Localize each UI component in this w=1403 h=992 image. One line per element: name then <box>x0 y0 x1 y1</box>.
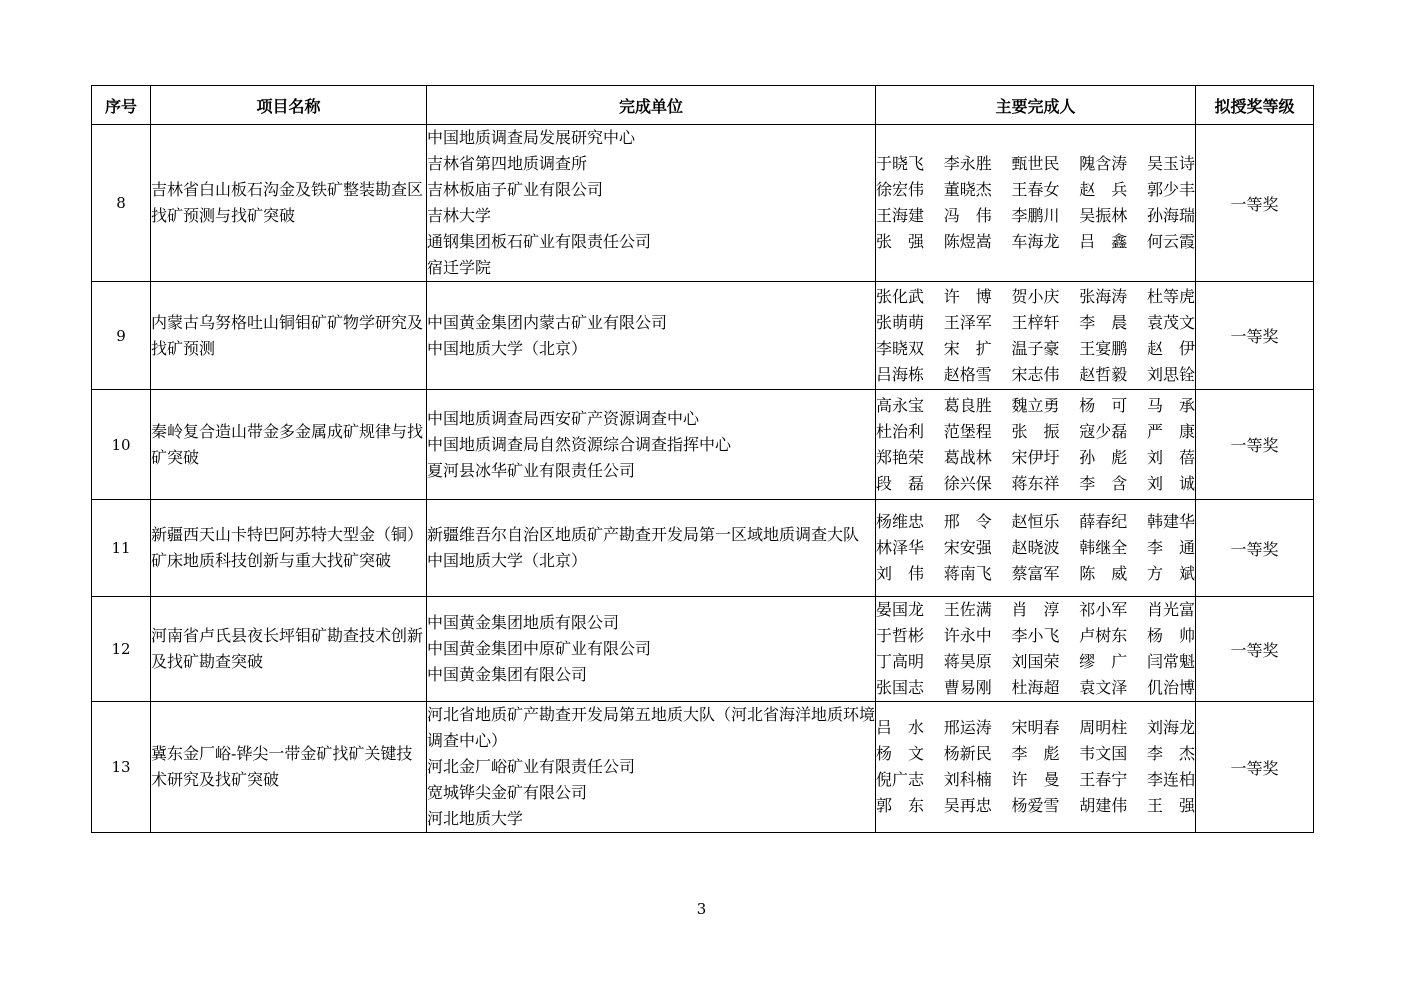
contributor-name: 张 振 <box>1011 421 1060 441</box>
contributor-name: 赵哲毅 <box>1079 364 1128 384</box>
contributor-name: 卢树东 <box>1079 626 1128 645</box>
contributor-name: 宋安强 <box>943 538 992 557</box>
table-row <box>92 702 1314 833</box>
contributor-name: 温子豪 <box>1011 338 1060 358</box>
contributor-name: 杜治利 <box>876 421 925 441</box>
main-contributors <box>876 702 1196 833</box>
unit-line: 中国地质调查局西安矿产资源调查中心 <box>427 408 700 428</box>
contributor-name: 许 曼 <box>1011 770 1060 789</box>
contributor-name: 邢运涛 <box>943 718 992 737</box>
contributor-line <box>876 229 1195 255</box>
unit-line: 河北金厂峪矿业有限责任公司 <box>427 757 636 776</box>
contributor-line <box>876 561 1195 587</box>
contributor-name: 李鹏川 <box>1011 206 1060 225</box>
unit-line: 河北省地质矿产勘查开发局第五地质大队（河北省海洋地质环境调查中心） <box>427 705 876 750</box>
award-level: 一等奖 <box>1196 125 1314 282</box>
contributor-name: 葛战林 <box>943 447 992 467</box>
award-level: 一等奖 <box>1196 390 1314 500</box>
contributor-name: 甄世民 <box>1011 154 1060 173</box>
contributor-name: 李小飞 <box>1011 626 1060 645</box>
contributor-name: 杨爱雪 <box>1011 796 1060 815</box>
contributor-name: 王泽军 <box>943 312 992 332</box>
contributor-name: 丁高明 <box>876 652 925 671</box>
contributor-name: 许永中 <box>943 626 992 645</box>
contributor-name: 薛春纪 <box>1079 512 1128 531</box>
main-contributors <box>876 125 1196 282</box>
contributor-name: 蒋东祥 <box>1011 473 1060 493</box>
contributor-line <box>876 767 1195 793</box>
contributor-line <box>876 623 1195 649</box>
contributor-name: 吕海栋 <box>876 364 925 384</box>
contributor-name: 王 强 <box>1146 796 1195 815</box>
contributor-name: 韩建华 <box>1146 512 1195 531</box>
project-name: 冀东金厂峪-铧尖一带金矿找矿关键技术研究及找矿突破 <box>151 702 427 833</box>
unit-line: 中国黄金集团有限公司 <box>427 665 588 684</box>
contributor-name: 仉治博 <box>1146 678 1195 697</box>
contributor-name: 蒋南飞 <box>943 564 992 583</box>
contributor-name: 赵 兵 <box>1079 180 1128 199</box>
main-contributors <box>876 390 1196 500</box>
contributor-name: 王宴鹏 <box>1079 338 1128 358</box>
contributor-name: 吴振林 <box>1079 206 1128 225</box>
table-row <box>92 390 1314 500</box>
completing-units <box>427 390 876 500</box>
contributor-line <box>876 509 1195 535</box>
contributor-name: 马 承 <box>1146 395 1195 415</box>
contributor-name: 刘科楠 <box>943 770 992 789</box>
row-number: 9 <box>92 282 151 390</box>
contributor-name: 宋明春 <box>1011 718 1060 737</box>
contributor-line <box>876 393 1195 419</box>
contributor-name: 杜海超 <box>1011 678 1060 697</box>
contributor-name: 冯 伟 <box>943 206 992 225</box>
contributor-name: 李 通 <box>1146 538 1195 557</box>
contributor-name: 于哲彬 <box>876 626 925 645</box>
contributor-name: 董晓杰 <box>943 180 992 199</box>
contributor-name: 贺小庆 <box>1011 286 1060 306</box>
unit-line: 中国地质大学（北京） <box>427 338 588 358</box>
contributor-name: 许 博 <box>943 286 992 306</box>
contributor-name: 王春宁 <box>1079 770 1128 789</box>
contributor-name: 寇少磊 <box>1079 421 1128 441</box>
header-row <box>92 86 1314 125</box>
unit-line: 中国黄金集团中原矿业有限公司 <box>427 639 652 658</box>
contributor-name: 倪广志 <box>876 770 925 789</box>
contributor-name: 蔡富军 <box>1011 564 1060 583</box>
contributor-name: 宋 扩 <box>943 338 992 358</box>
contributor-name: 吴玉诗 <box>1146 154 1195 173</box>
contributor-line <box>876 445 1195 471</box>
contributor-name: 闫常魁 <box>1146 652 1195 671</box>
contributor-name: 缪 广 <box>1079 652 1128 671</box>
contributor-name: 郭 东 <box>876 796 925 815</box>
contributor-line <box>876 177 1195 203</box>
contributor-name: 杜等虎 <box>1146 286 1195 306</box>
page-number: 3 <box>696 900 707 918</box>
table-body <box>92 125 1314 833</box>
main-contributors <box>876 597 1196 702</box>
contributor-name: 徐宏伟 <box>876 180 925 199</box>
contributor-name: 杨维忠 <box>876 512 925 531</box>
contributor-name: 杨 帅 <box>1146 626 1195 645</box>
table-row <box>92 282 1314 390</box>
contributor-name: 宋伊圩 <box>1011 447 1060 467</box>
contributor-line <box>876 310 1195 336</box>
completing-units <box>427 125 876 282</box>
contributor-line <box>876 597 1195 623</box>
contributor-name: 李 含 <box>1079 473 1128 493</box>
table-row <box>92 500 1314 597</box>
contributor-name: 高永宝 <box>876 395 925 415</box>
contributor-name: 赵 伊 <box>1146 338 1195 358</box>
project-name: 吉林省白山板石沟金及铁矿整装勘查区找矿预测与找矿突破 <box>151 125 427 282</box>
contributor-line <box>876 419 1195 445</box>
contributor-name: 陈 威 <box>1079 564 1128 583</box>
contributor-name: 李永胜 <box>943 154 992 173</box>
contributor-name: 王梓轩 <box>1011 312 1060 332</box>
table-row <box>92 597 1314 702</box>
contributor-name: 于晓飞 <box>876 154 925 173</box>
contributor-name: 杨 文 <box>876 744 925 763</box>
contributor-name: 赵晓波 <box>1011 538 1060 557</box>
contributor-name: 吕 鑫 <box>1079 232 1128 251</box>
contributor-name: 王佐满 <box>943 600 992 619</box>
award-table <box>91 85 1314 833</box>
row-number: 10 <box>92 390 151 500</box>
contributor-name: 晏国龙 <box>876 600 925 619</box>
contributor-name: 吴再忠 <box>943 796 992 815</box>
header-unit: 完成单位 <box>427 86 876 125</box>
row-number: 11 <box>92 500 151 597</box>
contributor-name: 孙海瑞 <box>1146 206 1195 225</box>
contributor-name: 李 晨 <box>1079 312 1128 332</box>
contributor-name: 林泽华 <box>876 538 925 557</box>
contributor-line <box>876 471 1195 497</box>
contributor-name: 郑艳荣 <box>876 447 925 467</box>
contributor-line <box>876 203 1195 229</box>
contributor-name: 吕 水 <box>876 718 925 737</box>
contributor-line <box>876 151 1195 177</box>
contributor-name: 刘 蓓 <box>1146 447 1195 467</box>
contributor-name: 刘海龙 <box>1146 718 1195 737</box>
contributor-name: 周明柱 <box>1079 718 1128 737</box>
contributor-name: 徐兴保 <box>943 473 992 493</box>
contributor-line <box>876 362 1195 388</box>
unit-line: 中国地质大学（北京） <box>427 551 588 570</box>
contributor-name: 袁茂文 <box>1146 312 1195 332</box>
contributor-name: 赵恒乐 <box>1011 512 1060 531</box>
contributor-name: 肖光富 <box>1146 600 1195 619</box>
contributor-name: 张萌萌 <box>876 312 925 332</box>
contributor-name: 曹易刚 <box>943 678 992 697</box>
contributor-name: 葛良胜 <box>943 395 992 415</box>
header-level: 拟授奖等级 <box>1196 86 1314 125</box>
contributor-line <box>876 741 1195 767</box>
completing-units <box>427 282 876 390</box>
contributor-name: 胡建伟 <box>1079 796 1128 815</box>
contributor-name: 段 磊 <box>876 473 925 493</box>
contributor-line <box>876 715 1195 741</box>
contributor-line <box>876 336 1195 362</box>
row-number: 13 <box>92 702 151 833</box>
contributor-name: 蒋昊原 <box>943 652 992 671</box>
contributor-name: 刘国荣 <box>1011 652 1060 671</box>
main-contributors <box>876 282 1196 390</box>
row-number: 8 <box>92 125 151 282</box>
contributor-name: 邢 令 <box>943 512 992 531</box>
project-name: 河南省卢氏县夜长坪钼矿勘查技术创新及找矿勘查突破 <box>151 597 427 702</box>
unit-line: 中国地质调查局发展研究中心 <box>427 128 636 147</box>
contributor-name: 陈煜嵩 <box>943 232 992 251</box>
contributor-name: 方 斌 <box>1146 564 1195 583</box>
unit-line: 宿迁学院 <box>427 258 492 277</box>
unit-line: 夏河县冰华矿业有限责任公司 <box>427 460 636 480</box>
contributor-line <box>876 284 1195 310</box>
unit-line: 中国黄金集团内蒙古矿业有限公司 <box>427 312 668 332</box>
contributor-name: 刘 诚 <box>1146 473 1195 493</box>
contributor-line <box>876 675 1195 701</box>
contributor-name: 张国志 <box>876 678 925 697</box>
contributor-name: 韩继全 <box>1079 538 1128 557</box>
contributor-name: 王海建 <box>876 206 925 225</box>
unit-line: 吉林板庙子矿业有限公司 <box>427 180 604 199</box>
contributor-name: 刘 伟 <box>876 564 925 583</box>
project-name: 秦岭复合造山带金多金属成矿规律与找矿突破 <box>151 390 427 500</box>
contributor-name: 李 彪 <box>1011 744 1060 763</box>
contributor-name: 范堡程 <box>943 421 992 441</box>
unit-line: 吉林省第四地质调查所 <box>427 154 588 173</box>
contributor-name: 隗含涛 <box>1079 154 1128 173</box>
contributor-name: 张 强 <box>876 232 925 251</box>
completing-units <box>427 500 876 597</box>
contributor-name: 孙 彪 <box>1079 447 1128 467</box>
header-num: 序号 <box>92 86 151 125</box>
contributor-name: 宋志伟 <box>1011 364 1060 384</box>
contributor-name: 王春女 <box>1011 180 1060 199</box>
contributor-name: 李晓双 <box>876 338 925 358</box>
contributor-name: 李 杰 <box>1146 744 1195 763</box>
table-row <box>92 125 1314 282</box>
header-name: 项目名称 <box>151 86 427 125</box>
contributor-name: 韦文国 <box>1079 744 1128 763</box>
contributor-name: 何云霞 <box>1146 232 1195 251</box>
main-contributors <box>876 500 1196 597</box>
unit-line: 中国地质调查局自然资源综合调查指挥中心 <box>427 434 732 454</box>
unit-line: 中国黄金集团地质有限公司 <box>427 613 620 632</box>
unit-line: 宽城铧尖金矿有限公司 <box>427 783 588 802</box>
award-level: 一等奖 <box>1196 282 1314 390</box>
contributor-name: 车海龙 <box>1011 232 1060 251</box>
header-people: 主要完成人 <box>876 86 1196 125</box>
contributor-name: 刘思铨 <box>1146 364 1195 384</box>
project-name: 内蒙古乌努格吐山铜钼矿矿物学研究及找矿预测 <box>151 282 427 390</box>
contributor-name: 祁小军 <box>1079 600 1128 619</box>
completing-units <box>427 702 876 833</box>
completing-units <box>427 597 876 702</box>
award-level: 一等奖 <box>1196 597 1314 702</box>
unit-line: 新疆维吾尔自治区地质矿产勘查开发局第一区域地质调查大队 <box>427 525 860 544</box>
contributor-name: 郭少丰 <box>1146 180 1195 199</box>
contributor-name: 肖 淳 <box>1011 600 1060 619</box>
contributor-name: 张海涛 <box>1079 286 1128 306</box>
unit-line: 通钢集团板石矿业有限责任公司 <box>427 232 652 251</box>
contributor-line <box>876 793 1195 819</box>
contributor-name: 魏立勇 <box>1011 395 1060 415</box>
contributor-name: 严 康 <box>1146 421 1195 441</box>
project-name: 新疆西天山卡特巴阿苏特大型金（铜）矿床地质科技创新与重大找矿突破 <box>151 500 427 597</box>
award-level: 一等奖 <box>1196 702 1314 833</box>
row-number: 12 <box>92 597 151 702</box>
unit-line: 河北地质大学 <box>427 809 524 828</box>
contributor-line <box>876 649 1195 675</box>
contributor-line <box>876 535 1195 561</box>
contributor-name: 张化武 <box>876 286 925 306</box>
contributor-name: 杨 可 <box>1079 395 1128 415</box>
unit-line: 吉林大学 <box>427 206 492 225</box>
contributor-name: 李连柏 <box>1146 770 1195 789</box>
contributor-name: 赵格雪 <box>943 364 992 384</box>
contributor-name: 袁文泽 <box>1079 678 1128 697</box>
contributor-name: 杨新民 <box>943 744 992 763</box>
award-level: 一等奖 <box>1196 500 1314 597</box>
